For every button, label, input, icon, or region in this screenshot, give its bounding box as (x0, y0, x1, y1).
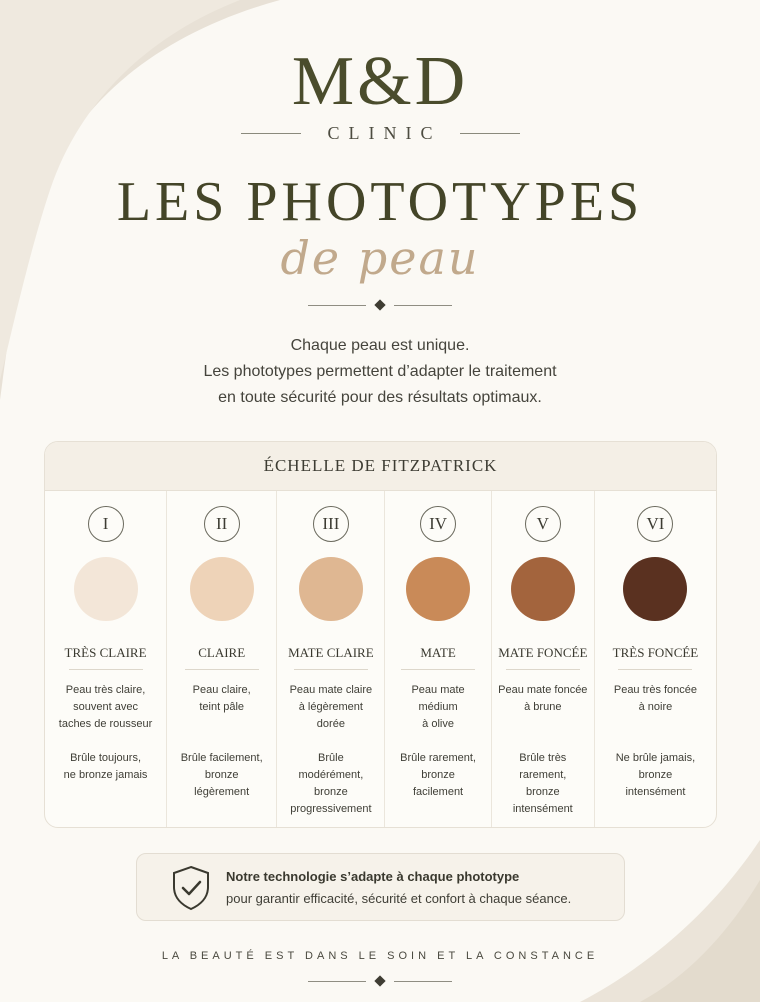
fitzpatrick-card (44, 441, 717, 828)
description-line: teint pâle (199, 701, 245, 713)
phototype-numeral: III (313, 506, 349, 542)
phototype-reaction (64, 750, 148, 784)
divider-line (294, 669, 368, 670)
note-text: pour garantir efficacité, sécurité et confort à chaque séance. (226, 891, 572, 906)
ornament-divider (0, 298, 760, 312)
reaction-line: bronze (638, 769, 673, 781)
phototype-column (595, 491, 716, 827)
divider-line (69, 669, 143, 670)
footer-ornament (0, 974, 760, 988)
description-line: taches de rousseur (58, 718, 153, 730)
phototype-description (498, 682, 587, 742)
description-line: à noire (638, 701, 673, 713)
brand-subtitle-row (0, 120, 760, 146)
phototype-description (59, 682, 153, 742)
note-title: Notre technologie s’adapte à chaque phototype (226, 869, 520, 884)
phototype-description (411, 682, 464, 742)
description-line: Peau très claire, (65, 684, 146, 696)
phototype-name: MATE CLAIRE (288, 645, 374, 660)
phototype-numeral: I (88, 506, 124, 542)
skin-swatch (511, 557, 575, 621)
phototype-column (277, 491, 385, 827)
reaction-line: Ne brûle jamais, (615, 752, 696, 764)
reaction-line: bronze (421, 769, 455, 781)
phototype-column (385, 491, 491, 827)
phototype-reaction (181, 750, 263, 801)
phototype-column (167, 491, 277, 827)
phototype-reaction (513, 750, 573, 818)
description-line: souvent avec (73, 701, 138, 713)
intro-line: Les phototypes permettent d’adapter le traitement (203, 363, 557, 380)
reaction-line: Brûle rarement, (400, 752, 476, 764)
phototype-name: CLAIRE (198, 645, 246, 660)
divider-line (460, 133, 520, 134)
skin-swatch (406, 557, 470, 621)
reaction-line: modérément, (298, 769, 364, 781)
skin-swatch (623, 557, 687, 621)
footer-tagline: LA BEAUTÉ EST DANS LE SOIN ET LA CONSTANCE (161, 950, 599, 962)
divider-line (308, 981, 366, 982)
divider-line (185, 669, 259, 670)
reaction-line: légèrement (194, 786, 250, 798)
phototype-description (290, 682, 373, 742)
description-line: à brune (524, 701, 562, 713)
reaction-line: bronze (204, 769, 239, 781)
description-line: Peau claire, (192, 684, 251, 696)
fitzpatrick-title: ÉCHELLE DE FITZPATRICK (45, 442, 716, 491)
brand-subtitle: CLINIC (327, 122, 442, 143)
reaction-line: rarement, (519, 769, 567, 781)
brand-logo: M&D (291, 43, 469, 120)
description-line: Peau mate (411, 684, 465, 696)
phototype-reaction (290, 750, 371, 818)
reaction-line: bronze (525, 786, 560, 798)
reaction-line: Brûle (318, 752, 344, 764)
technology-note (136, 853, 625, 921)
phototype-name: TRÈS FONCÉE (612, 645, 699, 660)
phototype-description (614, 682, 697, 742)
reaction-line: ne bronze jamais (63, 769, 148, 781)
phototype-reaction (400, 750, 476, 801)
phototype-columns (45, 491, 716, 827)
reaction-line: Brûle très (519, 752, 567, 764)
phototype-numeral: V (525, 506, 561, 542)
phototype-reaction (616, 750, 695, 801)
divider-line (401, 669, 475, 670)
description-line: Peau mate claire (289, 684, 373, 696)
intro-line: en toute sécurité pour des résultats optimaux. (218, 389, 542, 406)
description-line: médium (418, 701, 458, 713)
divider-line (618, 669, 692, 670)
description-line: à olive (422, 718, 454, 730)
description-line: à légèrement (298, 701, 363, 713)
reaction-line: facilement (412, 786, 464, 798)
reaction-line: bronze (314, 786, 348, 798)
reaction-line: progressivement (290, 803, 372, 815)
page-title: LES PHOTOTYPES (116, 171, 644, 233)
phototype-name: MATE FONCÉE (498, 645, 588, 660)
description-line: Peau très foncée (613, 684, 698, 696)
phototype-name: MATE (420, 645, 456, 660)
divider-line (241, 133, 301, 134)
phototype-description (193, 682, 251, 742)
shield-check-icon (171, 865, 211, 911)
description-line: dorée (316, 718, 345, 730)
divider-line (308, 305, 366, 306)
reaction-line: Brûle facilement, (180, 752, 263, 764)
diamond-icon (374, 975, 385, 986)
skin-swatch (299, 557, 363, 621)
divider-line (394, 981, 452, 982)
reaction-line: intensément (512, 803, 573, 815)
phototype-numeral: VI (637, 506, 673, 542)
phototype-numeral: IV (420, 506, 456, 542)
intro-text (0, 333, 760, 411)
divider-line (394, 305, 452, 306)
phototype-name: TRÈS CLAIRE (64, 645, 147, 660)
skin-swatch (74, 557, 138, 621)
reaction-line: Brûle toujours, (70, 752, 142, 764)
page-title-script: de peau (280, 231, 480, 285)
intro-line: Chaque peau est unique. (290, 337, 470, 354)
phototype-numeral: II (204, 506, 240, 542)
skin-swatch (190, 557, 254, 621)
reaction-line: intensément (625, 786, 686, 798)
description-line: Peau mate foncée (498, 684, 588, 696)
phototype-column (492, 491, 595, 827)
phototype-column (45, 491, 167, 827)
diamond-icon (374, 299, 385, 310)
divider-line (506, 669, 580, 670)
